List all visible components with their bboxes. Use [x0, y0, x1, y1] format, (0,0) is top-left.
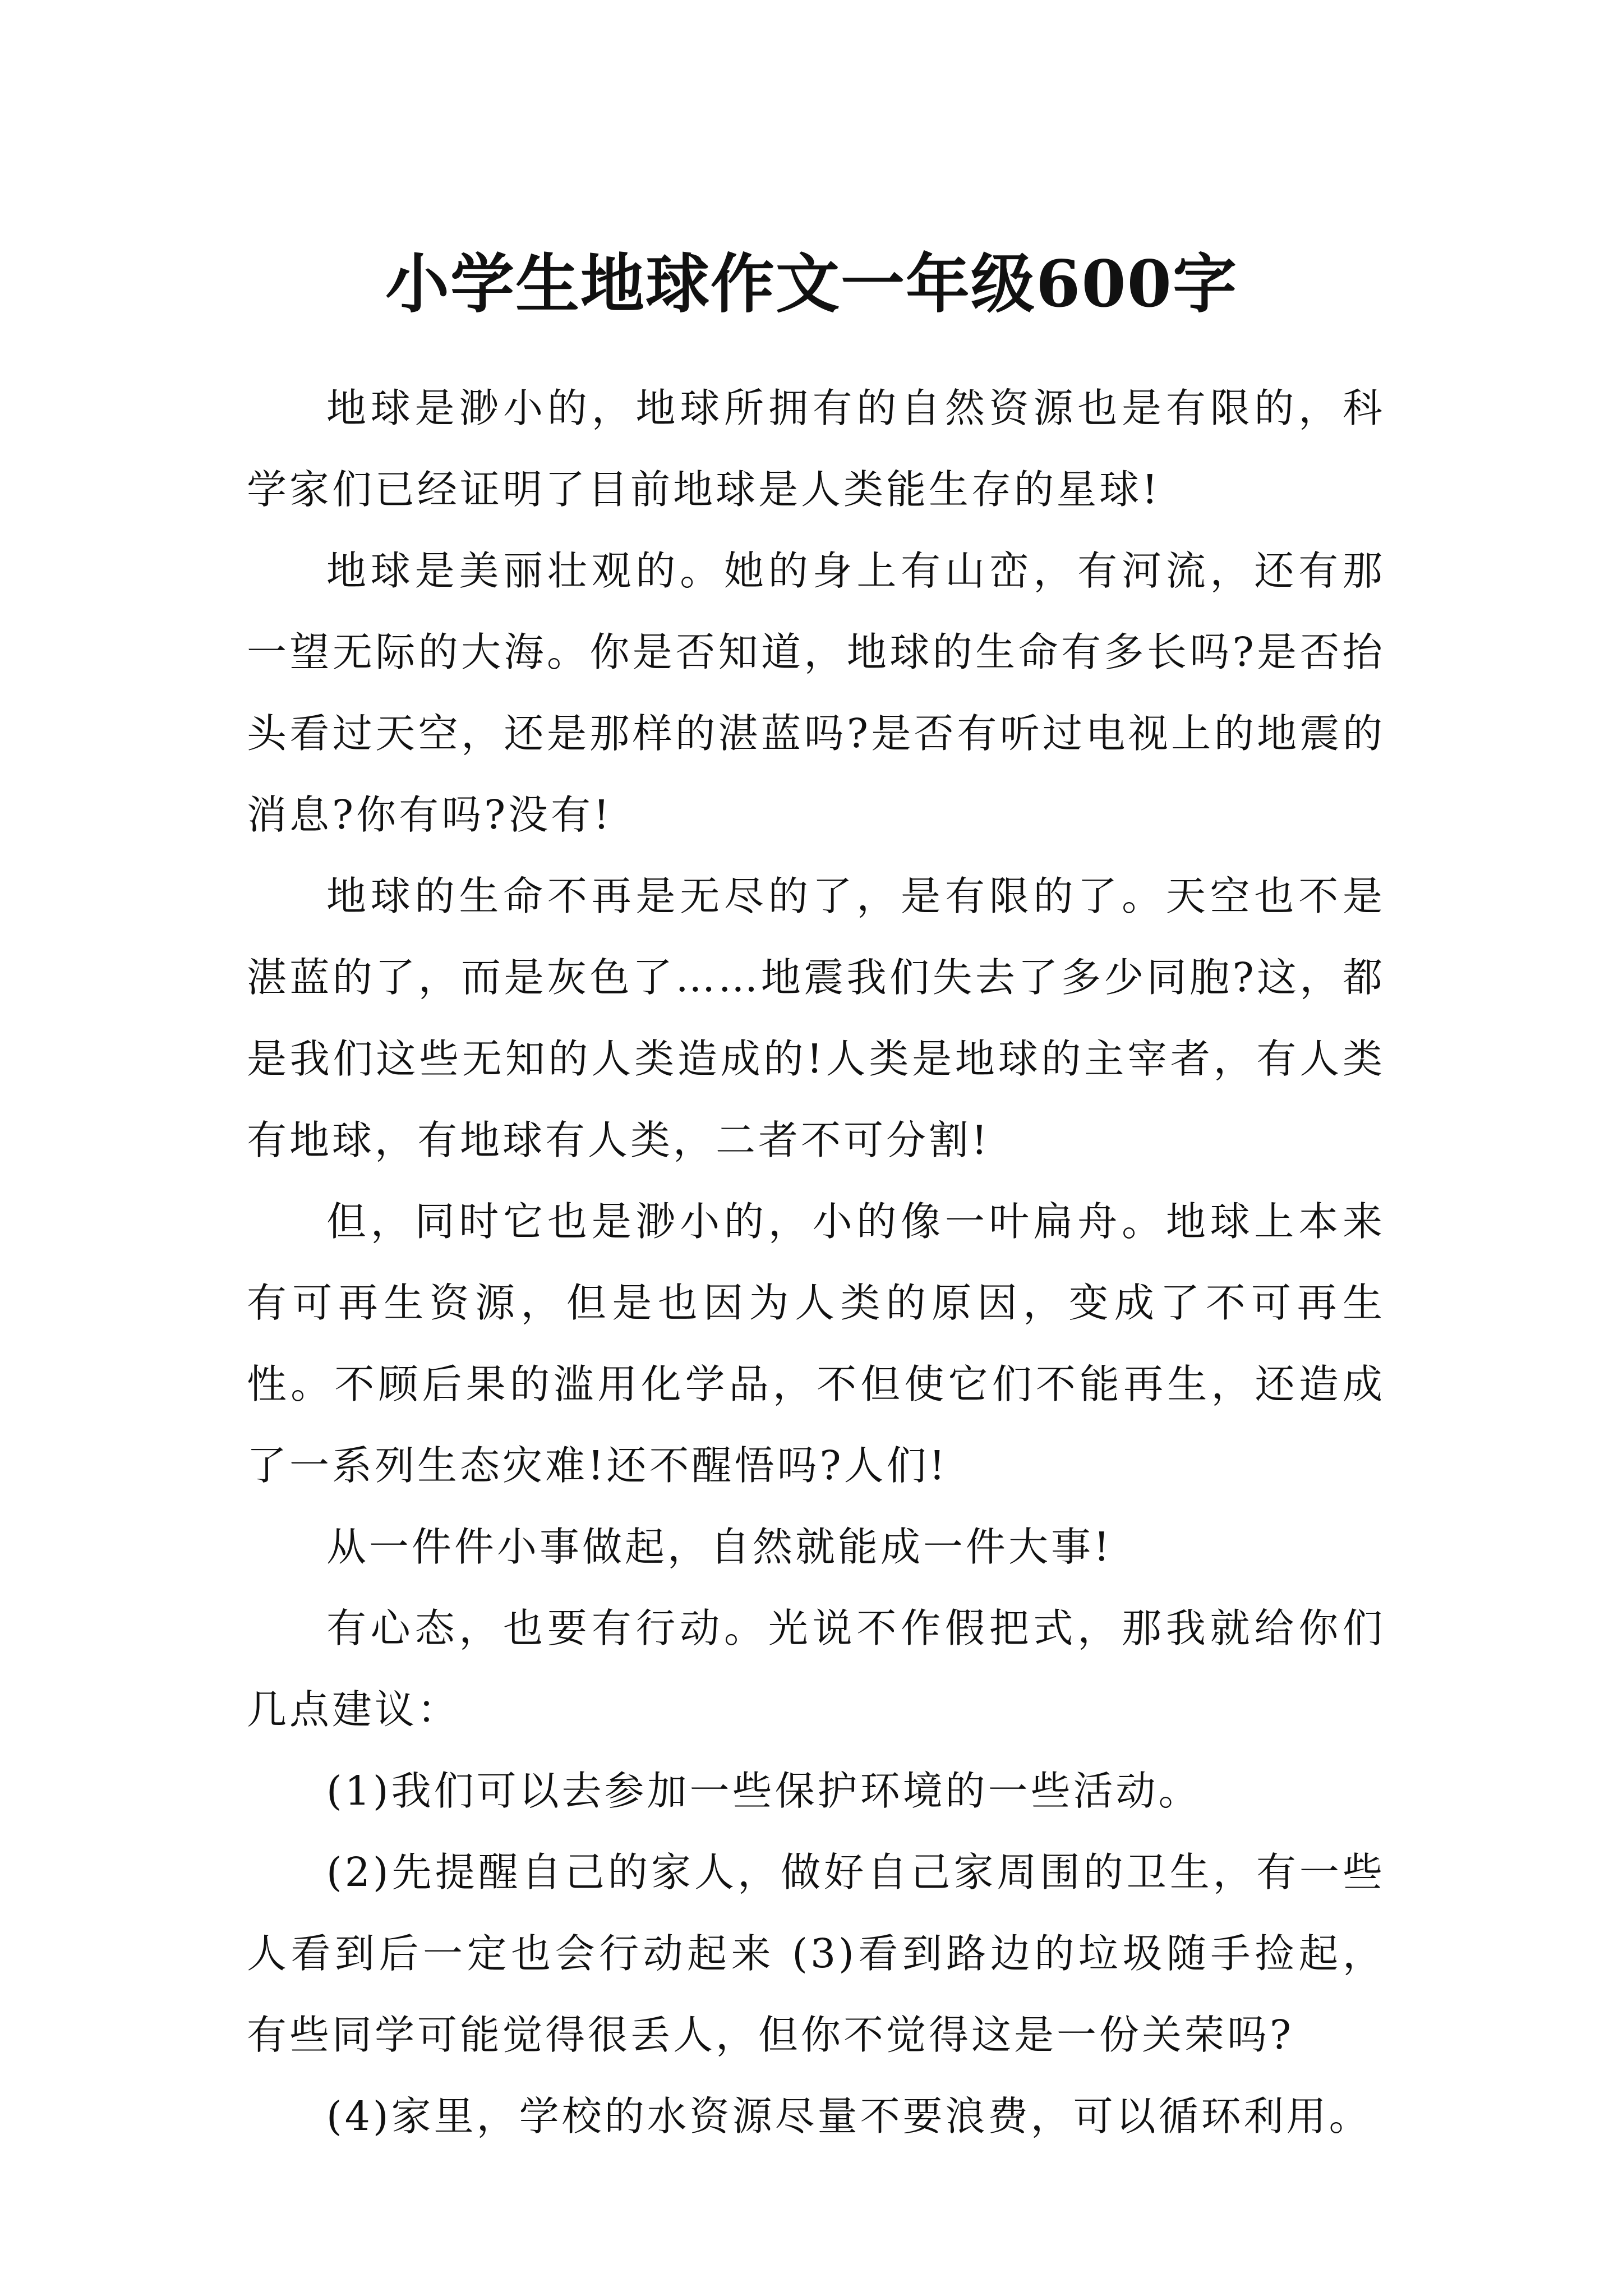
paragraph: 有心态，也要有行动。光说不作假把式，那我就给你们几点建议：	[247, 1605, 1385, 1733]
list-item: (1)我们可以去参加一些保护环境的一些活动。	[326, 1768, 1201, 1814]
paragraph: 地球的生命不再是无尽的了，是有限的了。天空也不是湛蓝的了，而是灰色了……地震我们失去了多少同胞?这，都是我们这些无知的人类造成的!人类是地球的主宰者，有人类有地球，有地球有人类，二者不可分割!	[247, 873, 1385, 1163]
document-body	[247, 367, 1385, 2157]
paragraph: 从一件件小事做起，自然就能成一件大事!	[326, 1524, 1113, 1570]
paragraph: 地球是渺小的，地球所拥有的自然资源也是有限的，科学家们已经证明了目前地球是人类能生存的星球!	[247, 385, 1385, 513]
list-item: (4)家里，学校的水资源尽量不要浪费，可以循环利用。	[326, 2093, 1372, 2139]
paragraph: 地球是美丽壮观的。她的身上有山峦，有河流，还有那一望无际的大海。你是否知道，地球的生命有多长吗?是否抬头看过天空，还是那样的湛蓝吗?是否有听过电视上的地震的消息?你有吗?没有!	[247, 547, 1385, 838]
document-title: 小学生地球作文一年级600字	[385, 246, 1238, 322]
paragraph: 但，同时它也是渺小的，小的像一叶扁舟。地球上本来有可再生资源，但是也因为人类的原因，变成了不可再生性。不顾后果的滥用化学品，不但使它们不能再生，还造成了一系列生态灾难!还不醒悟吗?人们!	[247, 1198, 1385, 1489]
list-item: (2)先提醒自己的家人，做好自己家周围的卫生，有一些人看到后一定也会行动起来 (3)看到路边的垃圾随手捡起，有些同学可能觉得很丢人，但你不觉得这是一份关荣吗?	[247, 1849, 1385, 2058]
